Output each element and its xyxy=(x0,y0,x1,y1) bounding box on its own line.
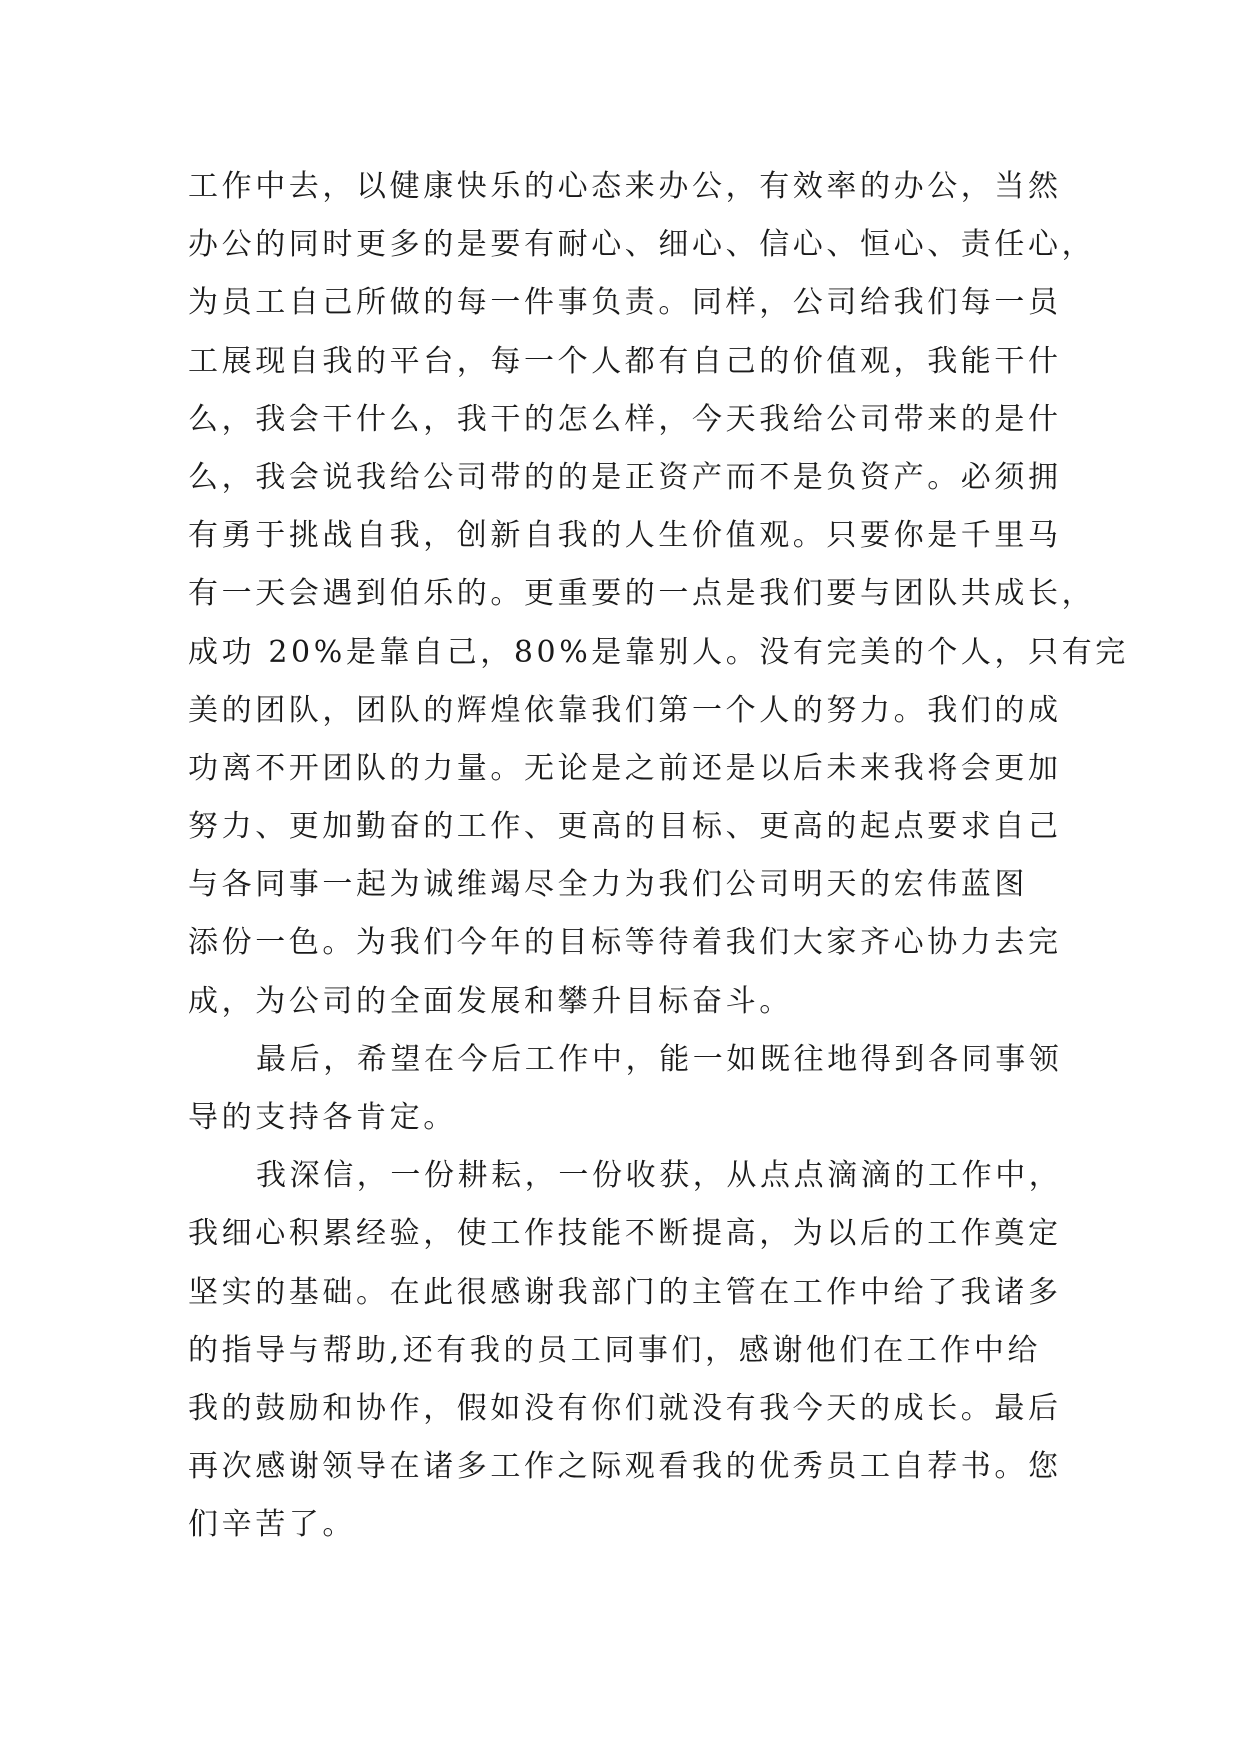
text-line: 导的支持各肯定。 xyxy=(188,1100,457,1135)
text-line: 为员工自己所做的每一件事负责。同样，公司给我们每一员 xyxy=(188,285,1062,321)
text-line: 成，为公司的全面发展和攀升目标奋斗。 xyxy=(188,983,793,1019)
text-line: 么，我会干什么，我干的怎么样，今天我给公司带来的是什 xyxy=(188,401,1062,437)
paragraph-start-line: 我深信，一份耕耘，一份收获，从点点滴滴的工作中， xyxy=(256,1158,1063,1194)
text-line: 有一天会遇到伯乐的。更重要的一点是我们要与团队共成长， xyxy=(188,576,1096,612)
text-line: 再次感谢领导在诸多工作之际观看我的优秀员工自荐书。您 xyxy=(188,1449,1062,1485)
text-line: 工展现自我的平台，每一个人都有自己的价值观，我能干什 xyxy=(188,343,1062,379)
text-line: 坚实的基础。在此很感谢我部门的主管在工作中给了我诸多 xyxy=(188,1274,1062,1310)
text-line: 么，我会说我给公司带的的是正资产而不是负资产。必须拥 xyxy=(188,459,1062,495)
text-line: 我的鼓励和协作，假如没有你们就没有我今天的成长。最后 xyxy=(188,1390,1062,1426)
text-line: 功离不开团队的力量。无论是之前还是以后未来我将会更加 xyxy=(188,750,1062,786)
text-line: 的指导与帮助,还有我的员工同事们，感谢他们在工作中给 xyxy=(188,1332,1042,1368)
text-line: 美的团队，团队的辉煌依靠我们第一个人的努力。我们的成 xyxy=(188,692,1062,728)
body-text xyxy=(188,158,1129,1555)
paragraph-start-line: 最后，希望在今后工作中，能一如既往地得到各同事领 xyxy=(256,1041,1063,1077)
text-line: 添份一色。为我们今年的目标等待着我们大家齐心协力去完 xyxy=(188,925,1062,961)
text-line: 与各同事一起为诚维竭尽全力为我们公司明天的宏伟蓝图 xyxy=(188,867,1028,903)
text-line: 努力、更加勤奋的工作、更高的目标、更高的起点要求自己 xyxy=(188,809,1062,845)
text-line: 有勇于挑战自我，创新自我的人生价值观。只要你是千里马 xyxy=(188,518,1062,554)
text-line: 成功 20%是靠自己，80%是靠别人。没有完美的个人，只有完 xyxy=(188,634,1129,670)
text-line: 们辛苦了。 xyxy=(188,1507,356,1543)
text-line: 工作中去，以健康快乐的心态来办公，有效率的办公，当然 xyxy=(188,169,1062,204)
text-line: 我细心积累经验，使工作技能不断提高，为以后的工作奠定 xyxy=(188,1216,1062,1252)
text-line: 办公的同时更多的是要有耐心、细心、信心、恒心、责任心， xyxy=(188,227,1096,263)
